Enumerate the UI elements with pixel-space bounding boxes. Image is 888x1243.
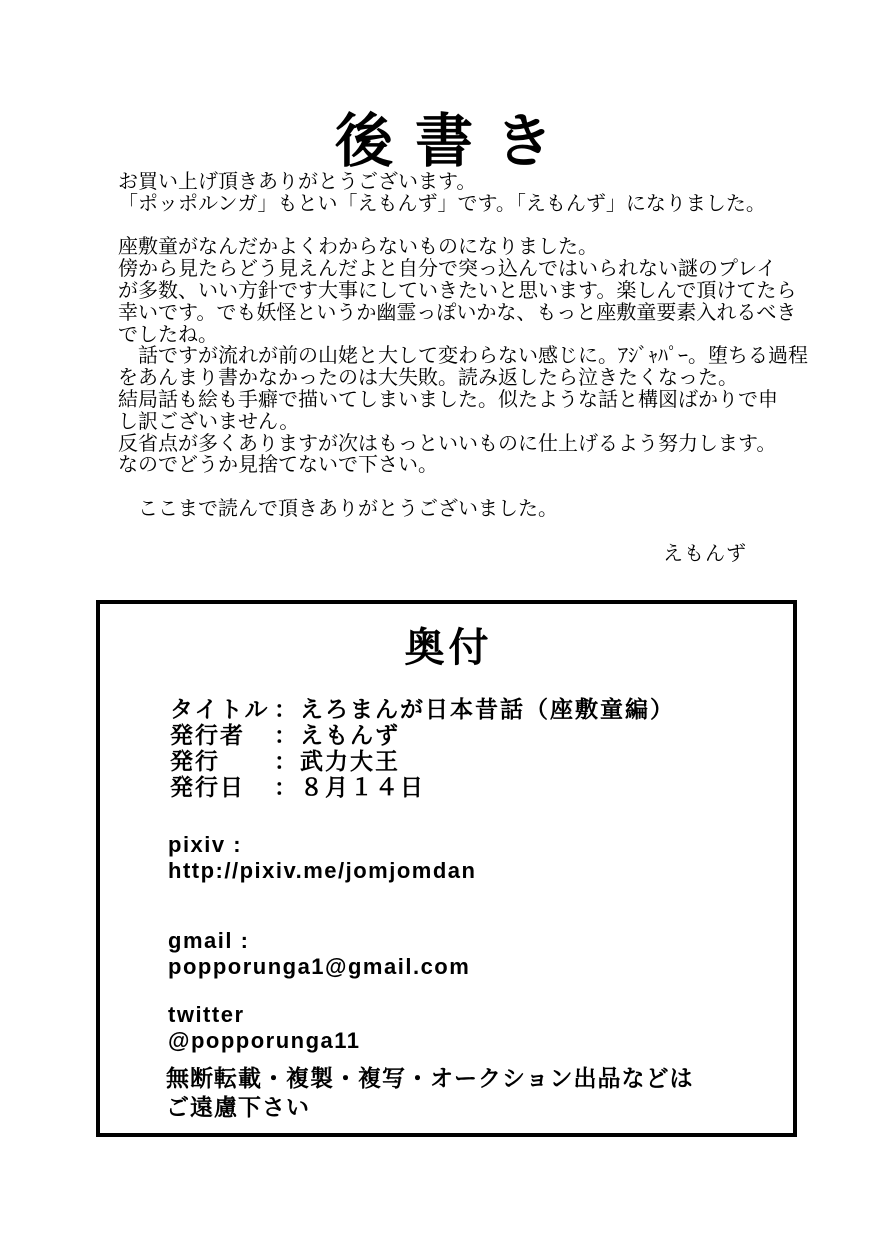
colophon-row-label: 発行日: [170, 774, 245, 800]
colophon-box: [96, 600, 797, 1137]
colophon-row-label: 発行: [170, 748, 220, 774]
colophon-title: 奥付: [404, 626, 493, 670]
colophon-row-colon: ：: [274, 748, 299, 774]
afterword-line: 結局話も絵も手癖で描いてしまいました。似たような話と構図ばかりで申: [118, 388, 778, 411]
contact-pixiv-label: pixiv :: [168, 832, 243, 857]
colophon-row-publisher: [170, 748, 793, 774]
afterword-line: 傍から見たらどう見えんだよと自分で突っ込んではいられない謎のプレイ: [118, 258, 777, 281]
contact-gmail-address: popporunga1@gmail.com: [168, 954, 471, 979]
reproduction-notice-line: ご遠慮下さい: [166, 1094, 310, 1120]
page-title: 後書き: [334, 107, 576, 175]
colophon-info: [170, 696, 793, 800]
colophon-row-value: えろまんが日本昔話（座敷童編）: [300, 696, 675, 722]
contact-twitter-label: twitter: [168, 1002, 245, 1027]
afterword-line-blank: [118, 216, 818, 238]
reproduction-notice: [166, 1064, 793, 1122]
colophon-row-title: [170, 696, 793, 722]
afterword-line: 「ポッポルンガ」もとい「えもんず」です。「えもんず」になりました。: [118, 192, 766, 215]
contact-gmail-label: gmail :: [168, 928, 250, 953]
author-signature: えもんず: [663, 543, 747, 565]
afterword-body: [118, 172, 818, 521]
colophon-row-date: [170, 774, 793, 800]
contact-pixiv-url: http://pixiv.me/jomjomdan: [168, 858, 477, 883]
afterword-line: でしたね。: [118, 323, 218, 346]
afterword-line: をあんまり書かなかったのは大失敗。読み返したら泣きたくなった。: [118, 367, 738, 390]
afterword-line-blank: [118, 477, 818, 499]
afterword-line: なのでどうか見捨てないで下さい。: [118, 454, 438, 477]
colophon-row-value: ８月１４日: [300, 774, 425, 800]
colophon-row-colon: ：: [274, 696, 299, 722]
afterword-line: 話ですが流れが前の山姥と大して変わらない感じに。ｱｼﾞｬﾊﾟｰ。堕ちる過程: [118, 345, 808, 368]
contact-pixiv: [168, 832, 793, 884]
afterword-line: 反省点が多くありますが次はもっといいものに仕上げるよう努力します。: [118, 432, 777, 455]
contact-twitter: [168, 1002, 793, 1054]
afterword-line: 幸いです。でも妖怪というか幽霊っぽいかな、もっと座敷童要素入れるべき: [118, 301, 797, 324]
contact-twitter-handle: @popporunga11: [168, 1028, 361, 1053]
colophon-row-value: えもんず: [300, 722, 400, 748]
reproduction-notice-line: 無断転載・複製・複写・オークション出品などは: [166, 1065, 694, 1091]
colophon-row-colon: ：: [274, 722, 299, 748]
contact-gmail: [168, 928, 793, 980]
colophon-row-author: [170, 722, 793, 748]
afterword-line: 座敷童がなんだかよくわからないものになりました。: [118, 236, 598, 259]
colophon-row-value: 武力大王: [300, 748, 400, 774]
afterword-line: が多数、いい方針です大事にしていきたいと思います。楽しんで頂けてたら: [118, 279, 797, 302]
afterword-line: お買い上げ頂きありがとうございます。: [118, 171, 477, 193]
colophon-row-label: 発行者: [170, 722, 245, 748]
colophon-row-label: タイトル: [170, 696, 270, 722]
afterword-line: し訳ございません。: [118, 410, 300, 433]
afterword-line: ここまで読んで頂きありがとうございました。: [118, 497, 558, 520]
colophon-row-colon: ：: [274, 774, 299, 800]
